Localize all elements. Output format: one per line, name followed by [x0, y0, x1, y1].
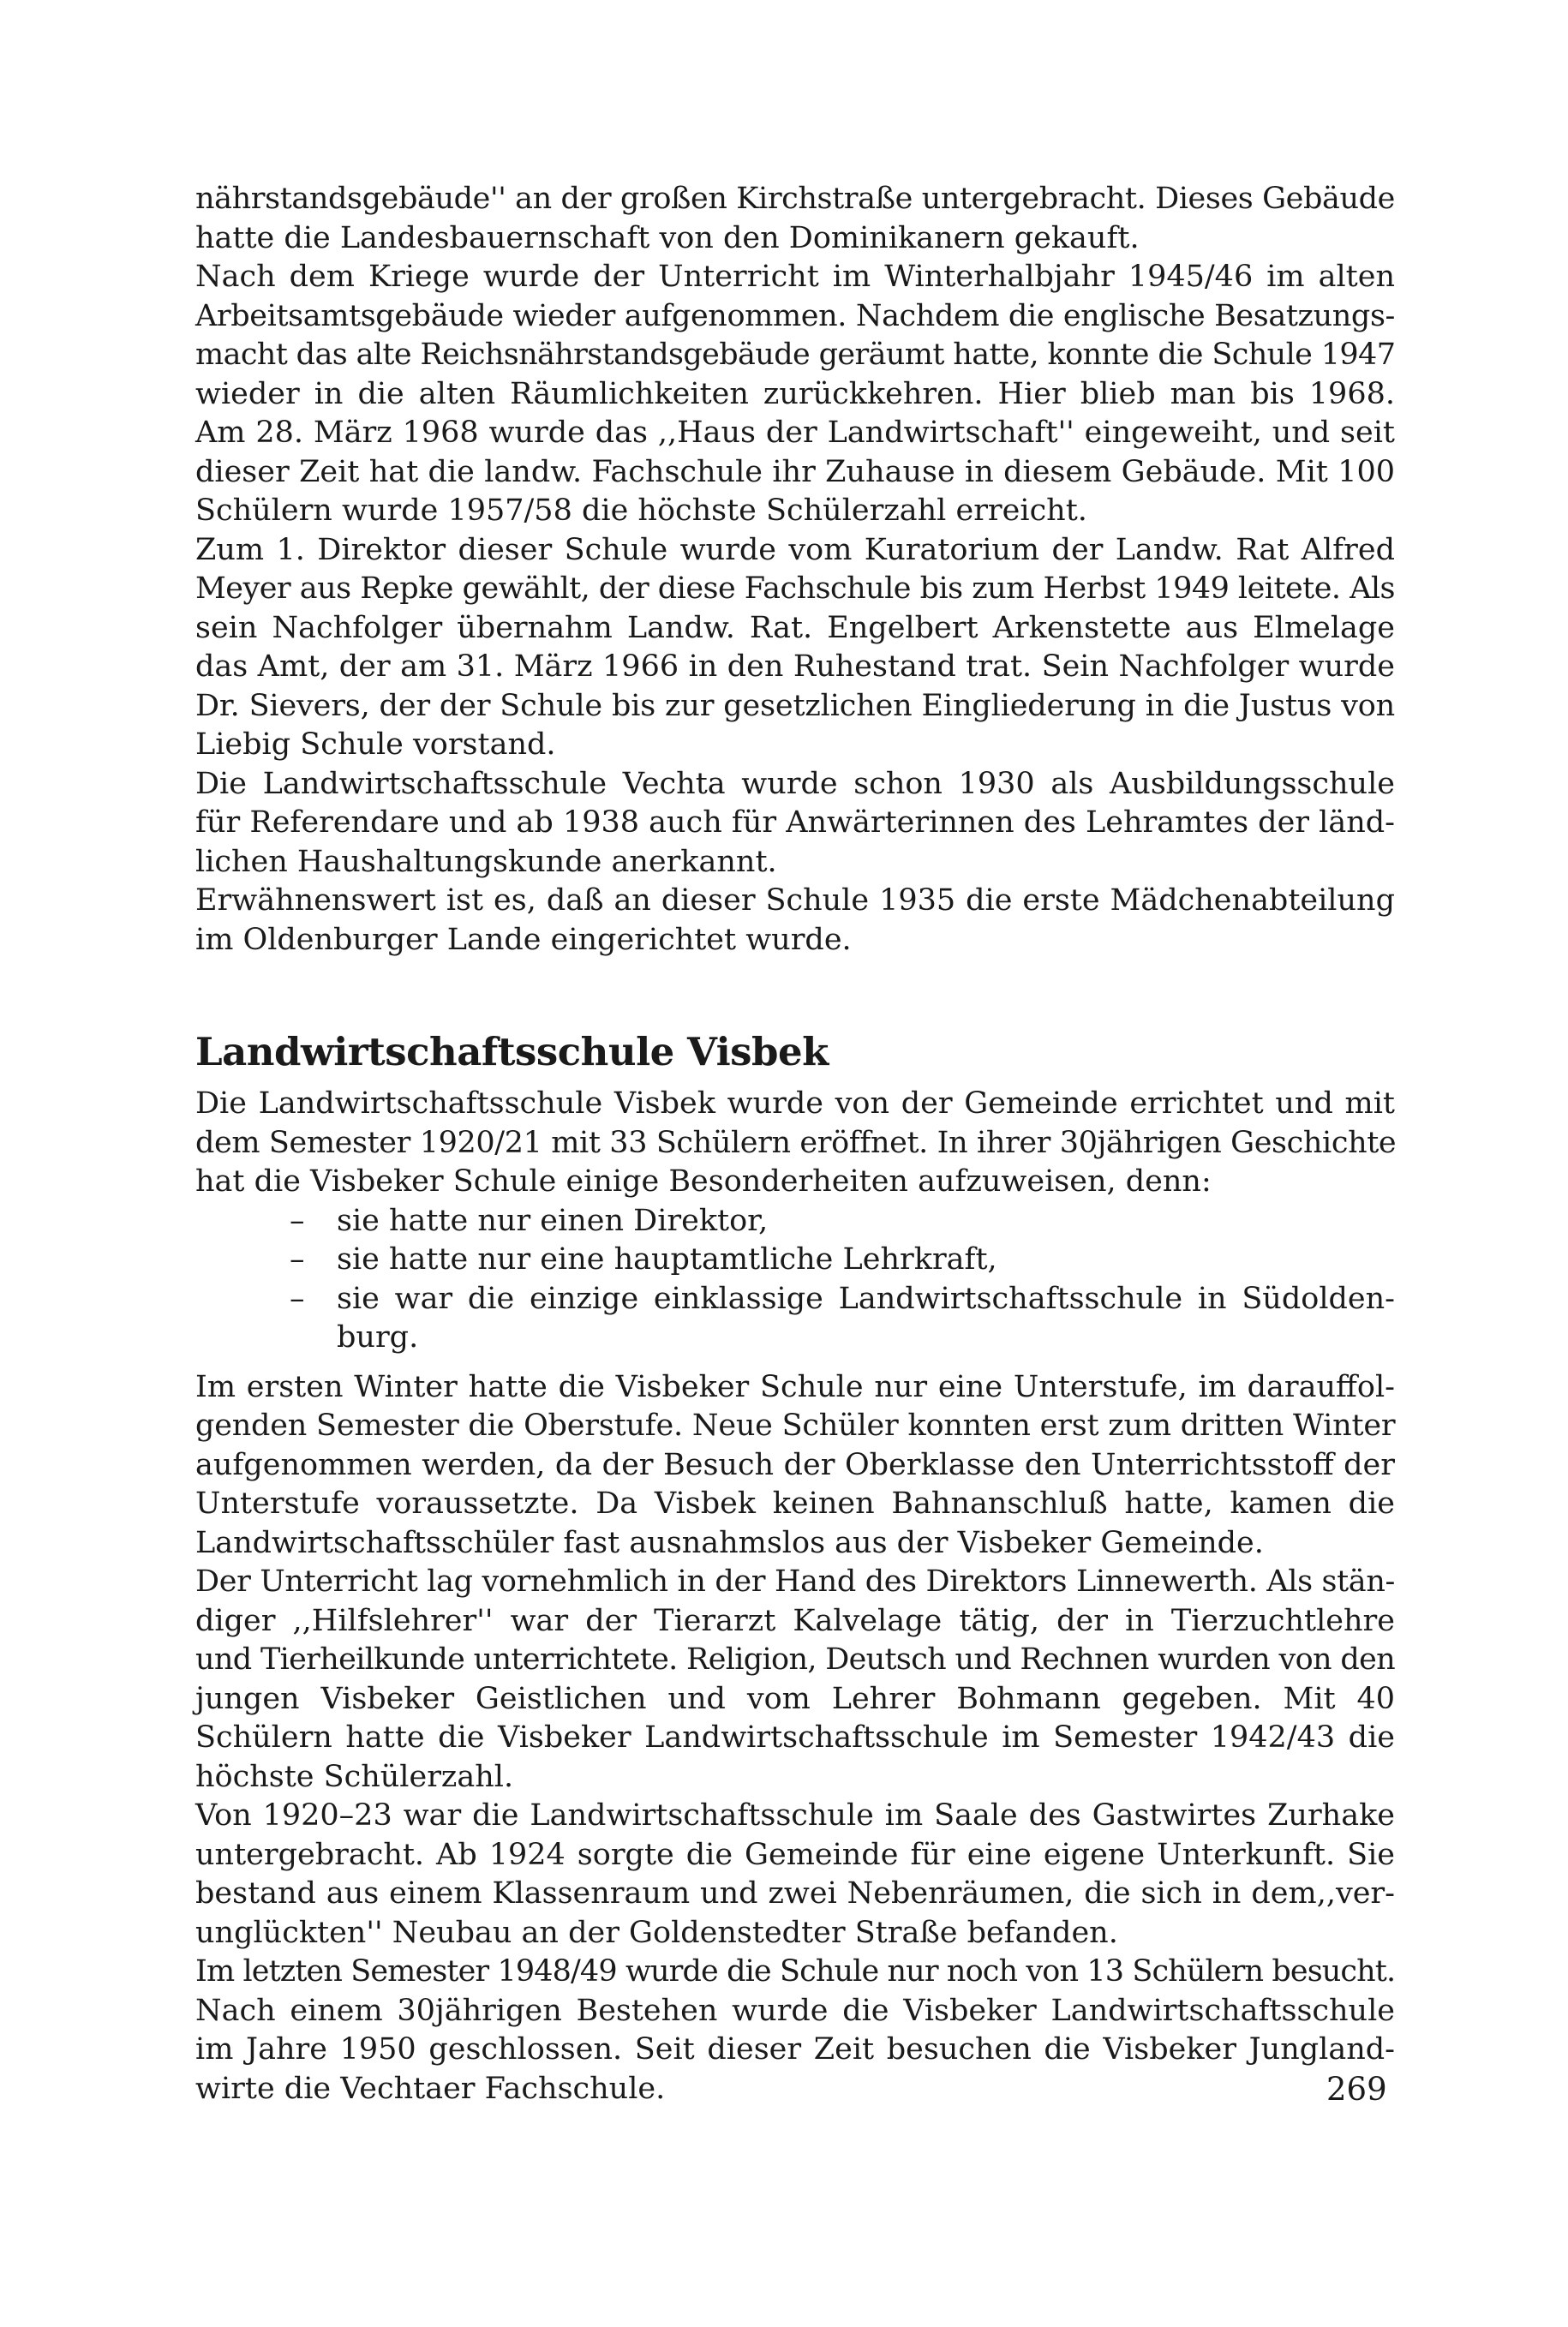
text-line: hatte die Landesbauernschaft von den Dominikanern gekauft.	[195, 220, 1140, 255]
text-line: das Amt, der am 31. März 1966 in den Ruhestand trat. Sein Nachfolger wurde	[195, 649, 1395, 684]
text-line: wirte die Vechtaer Fachschule.	[195, 2071, 666, 2106]
text-line: aufgenommen werden, da der Besuch der Oberklasse den Unterrichtsstoff der	[195, 1447, 1395, 1482]
text-line: höchste Schülerzahl.	[195, 1759, 514, 1794]
page-number: 269	[1326, 2071, 1387, 2108]
text-line: Im ersten Winter hatte die Visbeker Schule nur eine Unterstufe, im darauffol-	[195, 1369, 1395, 1404]
text-line: dieser Zeit hat die landw. Fachschule ihr Zuhause in diesem Gebäude. Mit 100	[195, 454, 1395, 489]
text-line: macht das alte Reichsnährstandsgebäude geräumt hatte, konnte die Schule 1947	[195, 338, 1396, 372]
text-line: Erwähnenswert ist es, daß an dieser Schule 1935 die erste Mädchenabteilung	[195, 883, 1395, 918]
text-line: Die Landwirtschaftsschule Vechta wurde schon 1930 als Ausbildungsschule	[195, 766, 1395, 801]
text-line: bestand aus einem Klassenraum und zwei Nebenräumen, die sich in dem,,ver-	[195, 1876, 1395, 1911]
text-line: Schülern wurde 1957/58 die höchste Schülerzahl erreicht.	[195, 494, 1087, 528]
paragraph	[195, 1797, 1395, 1953]
page-body	[195, 180, 1395, 2109]
text-line: und Tierheilkunde unterrichtete. Religion, Deutsch und Rechnen wurden von den	[195, 1642, 1395, 1677]
text-line: sie hatte nur eine hauptamtliche Lehrkraft,	[337, 1242, 997, 1277]
text-line: Von 1920–23 war die Landwirtschaftsschule im Saale des Gastwirtes Zurhake	[195, 1798, 1395, 1833]
list-item	[290, 1202, 1395, 1241]
list-item	[290, 1241, 1395, 1280]
text-line: Meyer aus Repke gewählt, der diese Fachschule bis zum Herbst 1949 leitete. Als	[195, 571, 1395, 606]
text-line: für Referendare und ab 1938 auch für Anwärterinnen des Lehramtes der länd-	[195, 805, 1395, 840]
paragraph	[195, 531, 1395, 765]
text-line: Arbeitsamtsgebäude wieder aufgenommen. Nachdem die englische Besatzungs-	[195, 298, 1395, 333]
paragraph	[195, 1953, 1395, 2109]
list-item	[290, 1280, 1395, 1358]
dash-bullet: –	[290, 1203, 305, 1238]
text-line: im Jahre 1950 geschlossen. Seit dieser Zeit besuchen die Visbeker Jungland-	[195, 2032, 1395, 2067]
text-line: burg.	[337, 1320, 419, 1355]
text-line: sie hatte nur einen Direktor,	[337, 1203, 769, 1238]
paragraph	[195, 180, 1395, 258]
text-line: Dr. Sievers, der der Schule bis zur gesetzlichen Eingliederung in die Justus von	[195, 688, 1396, 723]
text-line: Die Landwirtschaftsschule Visbek wurde von der Gemeinde errichtet und mit	[195, 1086, 1395, 1121]
section-intro	[195, 1085, 1395, 1202]
spacer	[195, 1358, 1395, 1368]
text-line: Nach dem Kriege wurde der Unterricht im Winterhalbjahr 1945/46 im alten	[195, 260, 1395, 294]
text-line: genden Semester die Oberstufe. Neue Schüler konnten erst zum dritten Winter	[195, 1409, 1396, 1443]
text-line: Der Unterricht lag vornehmlich in der Hand des Direktors Linnewerth. Als stän-	[195, 1564, 1395, 1599]
text-line: untergebracht. Ab 1924 sorgte die Gemeinde für eine eigene Unterkunft. Sie	[195, 1837, 1395, 1872]
section-heading: Landwirtschaftsschule Visbek	[195, 1029, 829, 1074]
dash-bullet: –	[290, 1242, 305, 1277]
text-line: hat die Visbeker Schule einige Besonderheiten aufzuweisen, denn:	[195, 1164, 1212, 1199]
text-line: sie war die einzige einklassige Landwirtschaftsschule in Südolden-	[337, 1281, 1395, 1316]
text-line: diger ,,Hilfslehrer'' war der Tierarzt Kalvelage tätig, der in Tierzuchtlehre	[195, 1603, 1395, 1638]
text-line: Unterstufe voraussetzte. Da Visbek keinen Bahnanschluß hatte, kamen die	[195, 1487, 1395, 1521]
dash-list	[195, 1202, 1395, 1358]
text-line: nährstandsgebäude'' an der großen Kirchstraße untergebracht. Dieses Gebäude	[195, 182, 1395, 216]
paragraph	[195, 882, 1395, 960]
paragraph	[195, 258, 1395, 531]
text-line: unglückten'' Neubau an der Goldenstedter Straße befanden.	[195, 1915, 1118, 1950]
text-line: lichen Haushaltungskunde anerkannt.	[195, 844, 777, 879]
text-line: Nach einem 30jährigen Bestehen wurde die Visbeker Landwirtschaftsschule	[195, 1993, 1395, 2028]
text-line: jungen Visbeker Geistlichen und vom Lehrer Bohmann gegeben. Mit 40	[195, 1681, 1395, 1716]
paragraph	[195, 1563, 1395, 1797]
text-line: im Oldenburger Lande eingerichtet wurde.	[195, 922, 852, 957]
top-section	[195, 180, 1395, 960]
text-line: sein Nachfolger übernahm Landw. Rat. Engelbert Arkenstette aus Elmelage	[195, 610, 1395, 645]
text-line: Schülern hatte die Visbeker Landwirtschaftsschule im Semester 1942/43 die	[195, 1720, 1395, 1755]
text-line: dem Semester 1920/21 mit 33 Schülern eröffnet. In ihrer 30jährigen Geschichte	[195, 1125, 1397, 1160]
dash-bullet: –	[290, 1281, 305, 1316]
paragraph	[195, 1368, 1395, 1564]
text-line: Am 28. März 1968 wurde das ,,Haus der Landwirtschaft'' eingeweiht, und seit	[195, 416, 1395, 450]
text-line: Zum 1. Direktor dieser Schule wurde vom Kuratorium der Landw. Rat Alfred	[195, 532, 1395, 567]
text-line: Liebig Schule vorstand.	[195, 727, 556, 762]
paragraph	[195, 765, 1395, 882]
text-line: wieder in die alten Räumlichkeiten zurückkehren. Hier blieb man bis 1968.	[195, 376, 1395, 411]
text-line: Im letzten Semester 1948/49 wurde die Schule nur noch von 13 Schülern besucht.	[195, 1954, 1396, 1989]
text-line: Landwirtschaftsschüler fast ausnahmslos aus der Visbeker Gemeinde.	[195, 1525, 1264, 1560]
